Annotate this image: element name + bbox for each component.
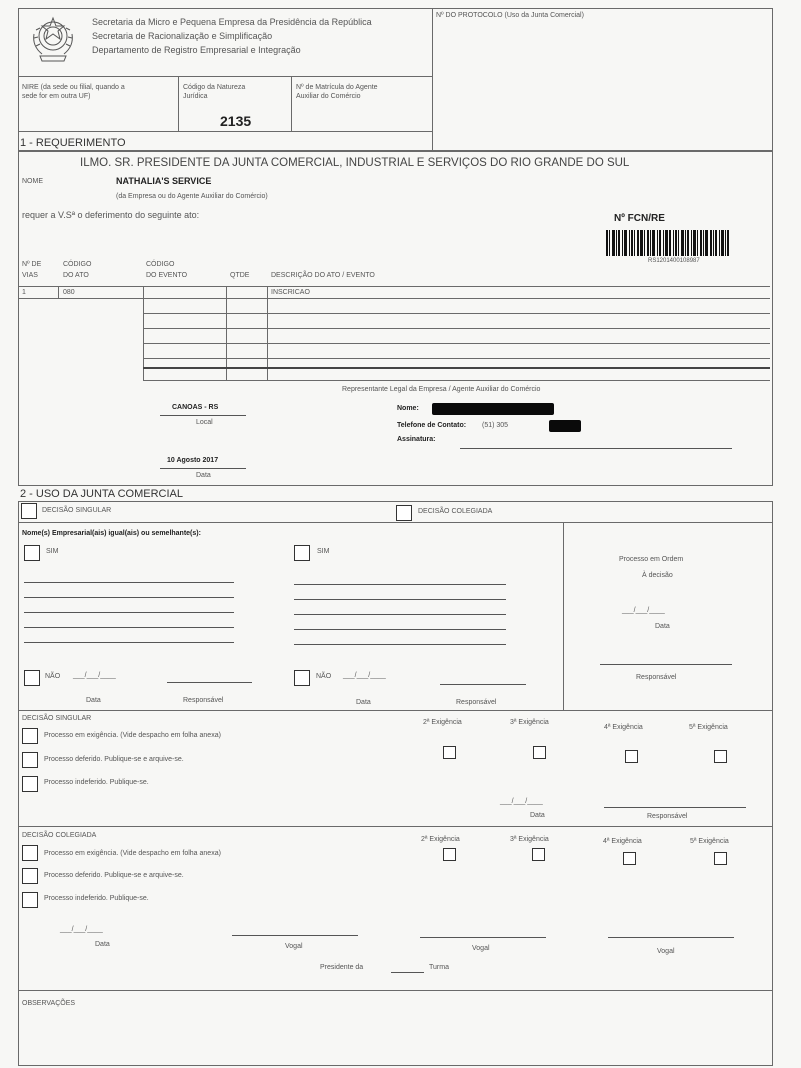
request-text: requer a V.Sª o deferimento do seguinte ato:: [22, 210, 200, 220]
redacted-name: [432, 403, 554, 415]
fcn-barcode: [606, 230, 756, 256]
singular-deferido-checkbox[interactable]: [22, 752, 38, 768]
singular-exig4-checkbox[interactable]: [625, 750, 638, 763]
company-name-sublabel: (da Empresa ou do Agente Auxiliar do Comércio): [116, 193, 268, 200]
barcode-number: RS1201400108987: [648, 258, 700, 264]
nomes-label: Nome(s) Empresarial(ais) igual(ais) ou semelhante(s):: [22, 530, 201, 537]
colegiada-exigencia-checkbox[interactable]: [22, 845, 38, 861]
section-2-title: 2 - USO DA JUNTA COMERCIAL: [20, 488, 183, 500]
date-value: 10 Agosto 2017: [167, 457, 219, 464]
redacted-phone: [549, 420, 581, 432]
addressee-line: ILMO. SR. PRESIDENTE DA JUNTA COMERCIAL, INDUSTRIAL E SERVIÇOS DO RIO GRANDE DO SUL: [80, 157, 630, 169]
singular-indeferido-checkbox[interactable]: [22, 776, 38, 792]
nature-code-value: 2135: [220, 113, 252, 129]
name-label: NOME: [22, 178, 43, 185]
rep-name-label: Nome:: [397, 405, 419, 412]
processo-ordem: Processo em Ordem: [619, 556, 684, 563]
colegiada-indeferido-checkbox[interactable]: [22, 892, 38, 908]
signature-line: [460, 448, 732, 449]
decisao-colegiada-label: DECISÃO COLEGIADA: [418, 508, 493, 515]
date-label: Data: [196, 472, 211, 479]
nature-code-label: Código da Natureza: [183, 84, 246, 91]
coat-of-arms-emblem: [26, 12, 80, 64]
protocol-label: Nº DO PROTOCOLO (Uso da Junta Comercial): [436, 12, 584, 19]
colegiada-deferido-checkbox[interactable]: [22, 868, 38, 884]
col-qtde: QTDE: [230, 272, 250, 279]
row-descricao-value: INSCRICAO: [271, 289, 310, 296]
row-vias-value: 1: [22, 289, 26, 296]
singular-exigencia-checkbox[interactable]: [22, 728, 38, 744]
org-line-2: Secretaria de Racionalização e Simplificação: [92, 31, 273, 41]
rep-phone-value: (51) 305: [482, 422, 509, 429]
fcn-form-page: Secretaria da Micro e Pequena Empresa da Presidência da República Secretaria de Racionalização e Simplificação Departamento de Registro Empresarial e Integração Nº DO PROTOCOLO (Uso da Junta Comercial) NIRE (da sede ou filial, quando a sede for em outra UF) Código da Natureza Jurídica 2135 Nº de Matrícula do Agente Auxiliar do Comércio 1 - REQUERIMENTO ILMO. SR. PRESIDENTE DA JUNTA COMERCIAL, INDUSTRIAL E SERVIÇOS DO RIO GRANDE DO SUL NOME NATHALIA'S SERVICE (da Empresa ou do Agente Auxiliar do Comércio) requer a V.Sª o deferimento do seguinte ato: Nº FCN/RE RS1201400108987 Nº DE VIAS CÓDIGO DO ATO CÓDIGO DO EVENTO QTDE DESCRIÇÃO DO ATO / EVENTO 1 080 INSCRICAO Representante Legal da Empresa / Agente Auxiliar do Comércio Nome: Telefone de Contato: (51) 305 Assinatura: CANOAS - RS Local 10 Agosto 2017 Data 2 - USO DA JUNTA COMERCIAL DECISÃO SINGULAR DECISÃO COLEGIADA Nome(s) Empresarial(ais) igual(ais) ou semelhante(s): SIM NÃO ___/___/____ Data Responsável SIM NÃO ___/___/____ Data Responsável Processo em Ordem À decisão ___/___/____ Data Responsável DECISÃO SINGULAR Processo em exigência. (Vide despacho em folha anexa) Processo deferido. Publique-se e arquive-se. Processo indeferido. Publique-se. 2ª Exigência 3ª Exigência 4ª Exigência 5ª Exigência ___/___/____ Data Responsável DECISÃO COLEGIADA Processo em exigência. (Vide despacho em folha anexa) Processo deferido. Publique-se e arquive-se. Processo indeferido. Publique-se. 2ª Exigência 3ª Exigência 4ª Exigência 5ª Exigência ___/___/____ Data Vogal Vogal Vogal Presidente da Turma OBSERVAÇÕES: [0, 0, 801, 1068]
col-vias: Nº DE: [22, 261, 42, 268]
presidente-suffix: Turma: [429, 964, 449, 971]
singular-exig3-checkbox[interactable]: [533, 746, 546, 759]
col-codigo-evento: CÓDIGO: [146, 261, 175, 268]
requerimento-box: [18, 151, 773, 486]
singular-exig2-checkbox[interactable]: [443, 746, 456, 759]
org-line-1: Secretaria da Micro e Pequena Empresa da Presidência da República: [92, 17, 372, 27]
decisao-colegiada-checkbox[interactable]: [396, 505, 412, 521]
colegiada-exig2-checkbox[interactable]: [443, 848, 456, 861]
col-codigo-ato: CÓDIGO: [63, 261, 92, 268]
sim-checkbox-2[interactable]: [294, 545, 310, 561]
header-divider: [432, 8, 433, 151]
colegiada-title: DECISÃO COLEGIADA: [22, 832, 97, 839]
nire-label: NIRE (da sede ou filial, quando a: [22, 84, 125, 91]
matricula-label: Nº de Matrícula do Agente: [296, 84, 378, 91]
org-line-3: Departamento de Registro Empresarial e Integração: [92, 45, 301, 55]
local-value: CANOAS - RS: [172, 404, 219, 411]
decisao-singular-label: DECISÃO SINGULAR: [42, 507, 112, 514]
row-ato-value: 080: [63, 289, 75, 296]
company-name: NATHALIA'S SERVICE: [116, 176, 212, 186]
col-descricao: DESCRIÇÃO DO ATO / EVENTO: [271, 272, 375, 279]
colegiada-exig4-checkbox[interactable]: [623, 852, 636, 865]
presidente-prefix: Presidente da: [320, 964, 364, 971]
singular-exig5-checkbox[interactable]: [714, 750, 727, 763]
rep-sign-label: Assinatura:: [397, 436, 436, 443]
observacoes-label: OBSERVAÇÕES: [22, 1000, 76, 1007]
colegiada-exig3-checkbox[interactable]: [532, 848, 545, 861]
local-label: Local: [196, 419, 213, 426]
colegiada-exig5-checkbox[interactable]: [714, 852, 727, 865]
fcn-re-label: Nº FCN/RE: [614, 213, 665, 224]
rep-title: Representante Legal da Empresa / Agente Auxiliar do Comércio: [342, 386, 541, 393]
rep-phone-label: Telefone de Contato:: [397, 422, 467, 429]
header-box: [18, 8, 773, 151]
header-rule: [18, 76, 432, 77]
section-1-title: 1 - REQUERIMENTO: [20, 137, 126, 149]
decisao-singular-checkbox[interactable]: [21, 503, 37, 519]
sim-checkbox-1[interactable]: [24, 545, 40, 561]
nao-checkbox-1[interactable]: [24, 670, 40, 686]
nao-checkbox-2[interactable]: [294, 670, 310, 686]
singular-title: DECISÃO SINGULAR: [22, 715, 92, 722]
